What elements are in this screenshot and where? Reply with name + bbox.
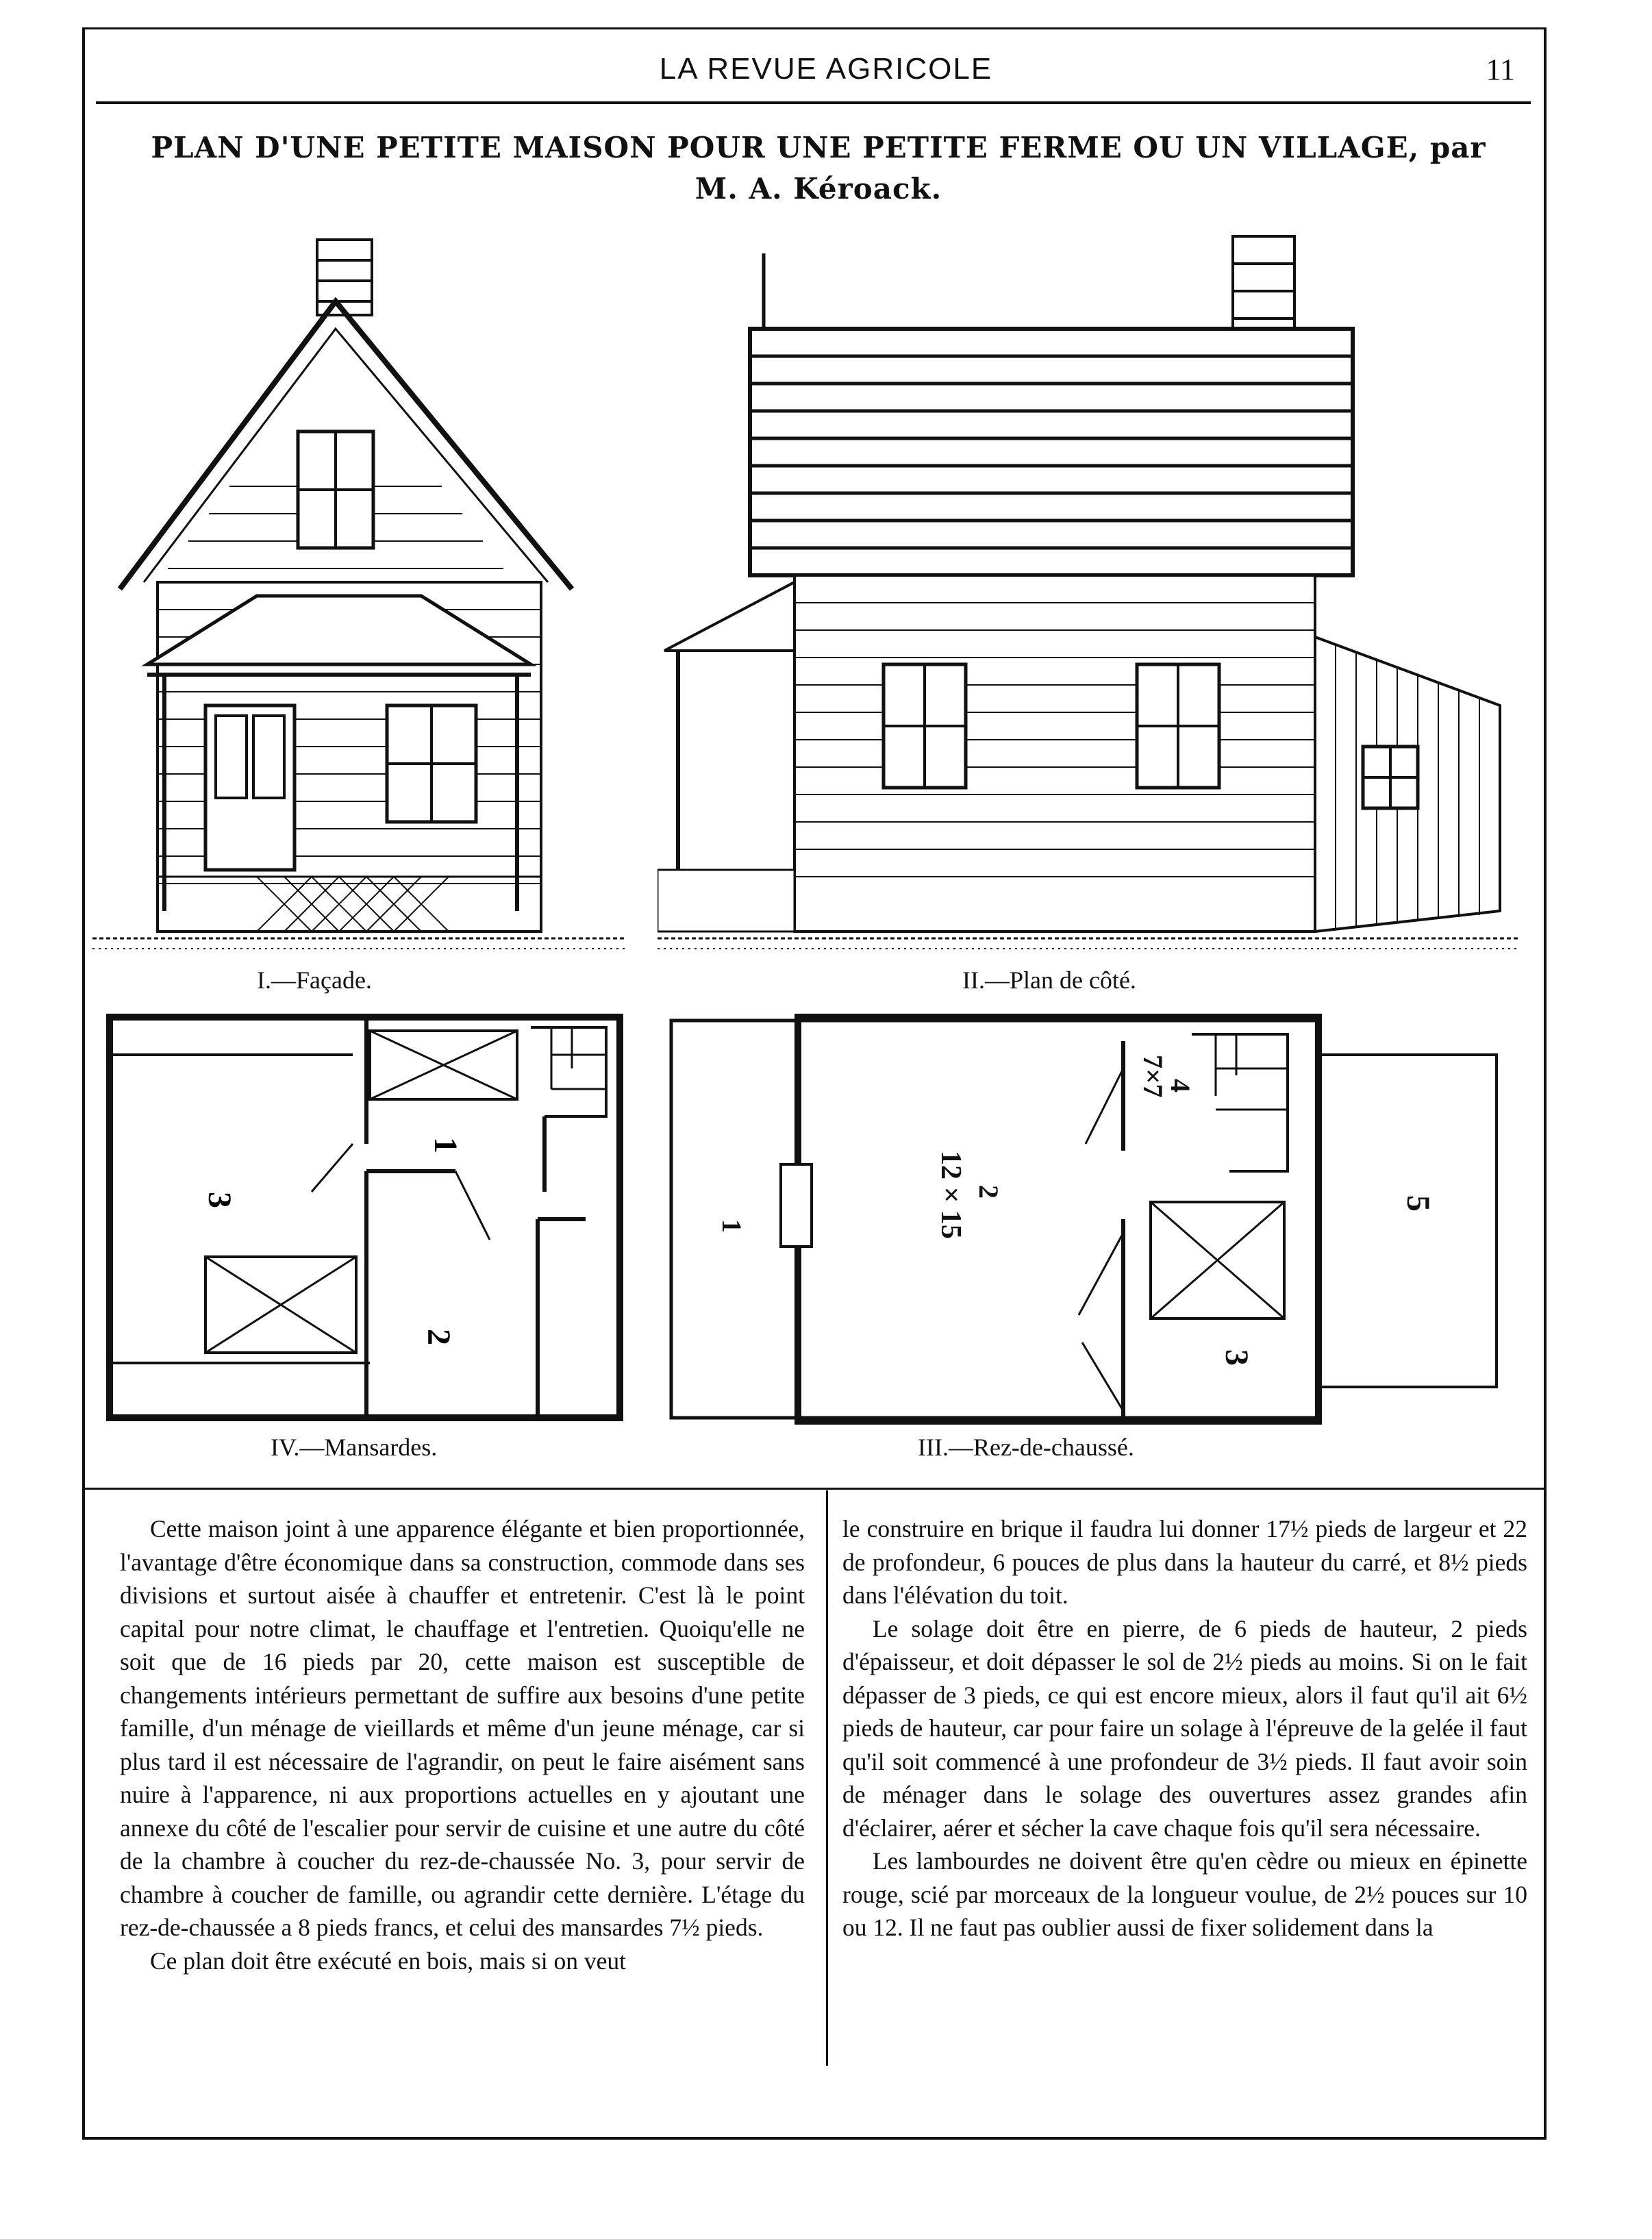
attic-room-3-label: 3 [201, 1192, 238, 1208]
ground-room-1-label: 1 [716, 1219, 747, 1233]
body-right-column [842, 1512, 1527, 1944]
facade-illustration [92, 226, 627, 959]
paragraph: Le solage doit être en pierre, de 6 pieds de hauteur, 2 pieds d'épaisseur, et doit dépasser le sol de 2½ pieds au moins. Si on le fait dépasser de 3 pieds, ce qui est encore mieux, alors il faut qu'il ait 6½ pieds de hauteur, car pour faire un solage à l'épreuve de la gelée il faut qu'il soit commencé à une profondeur de 3½ pieds. Il faut avoir soin de ménager dans le solage des ouvertures assez grandes afin d'éclairer, aérer et sécher la cave chaque fois qu'il sera nécessaire. [842, 1614, 1527, 1842]
page-number: 11 [1486, 53, 1515, 86]
body-left-column [120, 1512, 805, 1977]
attic-floor-plan [106, 1014, 627, 1425]
article-title: PLAN D'UNE PETITE MAISON POUR UNE PETITE FERME OU UN VILLAGE, par M. A. Kéroack. [151, 131, 1486, 205]
side-view-illustration [658, 226, 1520, 959]
ground-room-4-label: 4 [1165, 1079, 1196, 1092]
attic-room-1-label: 1 [427, 1137, 464, 1153]
ground-room-2-label: 2 [973, 1185, 1004, 1199]
header-rule-bottom [96, 101, 1531, 104]
attic-room-2-label: 2 [421, 1329, 457, 1345]
ground-floor-plan [668, 1014, 1524, 1425]
column-divider [826, 1490, 828, 2066]
ground-room-4-dimensions: 7×7 [1138, 1055, 1168, 1098]
header-rule [82, 27, 1544, 29]
paragraph: Cette maison joint à une apparence élégante et bien proportionnée, l'avantage d'être économique dans sa construction, commode dans ses divisions et surtout aisée à chauffer et entretenir. C'est là le point capital pour notre climat, le chauffage et l'entretien. Quoiqu'elle ne soit que de 16 pieds par 20, cette maison est susceptible de changements intérieurs permettant de suffire aux besoins d'une petite famille, d'un ménage de vieillards et même d'un jeune ménage, car si plus tard il est nécessaire de l'agrandir, on peut le faire aisément sans nuire à l'apparence, ni aux proportions actuelles en y ajoutant une annexe du côté de l'escalier pour servir de cuisine et une autre du côté de la chambre à coucher du rez-de-chaussée No. 3, pour servir de chambre à coucher de famille, ou agrandir cette dernière. L'étage du rez-de-chaussée a 8 pieds francs, et celui des mansardes 7½ pieds. [120, 1515, 805, 1941]
running-title: LA REVUE AGRICOLE [659, 52, 993, 86]
side-caption: II.—Plan de côté. [962, 966, 1136, 994]
paragraph: Ce plan doit être exécuté en bois, mais si on veut [150, 1947, 627, 1975]
body-separator [82, 1488, 1544, 1490]
ground-room-3-label: 3 [1218, 1349, 1255, 1366]
facade-caption: I.—Façade. [257, 966, 372, 994]
paragraph: le construire en brique il faudra lui donner 17½ pieds de largeur et 22 de profondeur, 6 pouces de plus dans la hauteur du carré, et 8½ pieds dans l'élévation du toit. [842, 1515, 1527, 1609]
ground-room-2-dimensions: 12 × 15 [935, 1151, 966, 1239]
ground-room-5-label: 5 [1400, 1195, 1436, 1212]
paragraph: Les lambourdes ne doivent être qu'en cèdre ou mieux en épinette rouge, scié par morceaux de la longueur voulue, de 2½ pouces sur 10 ou 12. Il ne faut pas oublier aussi de fixer solidement dans la [842, 1847, 1527, 1941]
attic-caption: IV.—Mansardes. [271, 1434, 438, 1461]
ground-floor-caption: III.—Rez-de-chaussé. [918, 1434, 1134, 1461]
